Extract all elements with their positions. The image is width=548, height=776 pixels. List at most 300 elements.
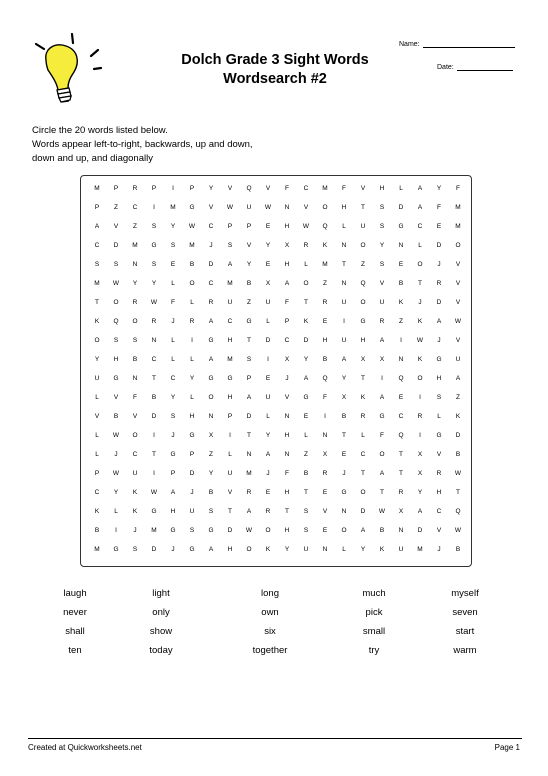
grid-letter[interactable]: M <box>132 242 138 249</box>
grid-letter[interactable]: D <box>227 527 233 534</box>
grid-letter[interactable]: N <box>284 413 290 420</box>
grid-letter[interactable]: M <box>322 261 328 268</box>
grid-letter[interactable]: Y <box>265 432 271 439</box>
grid-letter[interactable]: Q <box>398 432 404 439</box>
grid-letter[interactable]: D <box>189 470 195 477</box>
grid-letter[interactable]: L <box>190 299 194 306</box>
grid-letter[interactable]: D <box>455 432 461 439</box>
grid-letter[interactable]: W <box>112 280 120 287</box>
grid-letter[interactable]: I <box>153 204 155 211</box>
grid-letter[interactable]: T <box>399 451 403 458</box>
grid-letter[interactable]: U <box>360 223 366 230</box>
grid-letter[interactable]: M <box>455 223 461 230</box>
grid-letter[interactable]: R <box>398 489 404 496</box>
grid-letter[interactable]: V <box>227 489 233 496</box>
grid-letter[interactable]: W <box>378 508 386 515</box>
grid-letter[interactable]: N <box>284 204 290 211</box>
grid-letter[interactable]: B <box>208 489 214 496</box>
grid-letter[interactable]: T <box>361 470 365 477</box>
grid-letter[interactable]: D <box>208 261 214 268</box>
grid-letter[interactable]: F <box>342 185 346 192</box>
grid-letter[interactable]: F <box>323 394 327 401</box>
wordsearch-grid[interactable] <box>80 175 472 567</box>
grid-letter[interactable]: X <box>284 356 290 363</box>
grid-letter[interactable]: O <box>265 527 271 534</box>
grid-letter[interactable]: J <box>133 527 137 534</box>
grid-letter[interactable]: P <box>246 375 252 382</box>
grid-letter[interactable]: X <box>265 280 271 287</box>
grid-letter[interactable]: O <box>303 280 309 287</box>
grid-letter[interactable]: J <box>342 470 346 477</box>
grid-letter[interactable]: B <box>94 527 100 534</box>
grid-letter[interactable]: P <box>151 185 157 192</box>
grid-letter[interactable]: O <box>132 432 138 439</box>
grid-letter[interactable]: V <box>360 185 366 192</box>
grid-letter[interactable]: D <box>113 242 119 249</box>
grid-letter[interactable]: L <box>418 242 422 249</box>
grid-letter[interactable]: R <box>189 318 195 325</box>
grid-letter[interactable]: C <box>208 223 214 230</box>
grid-letter[interactable]: S <box>436 394 442 401</box>
grid-letter[interactable]: G <box>189 546 195 553</box>
grid-letter[interactable]: L <box>171 280 175 287</box>
grid-letter[interactable]: W <box>188 223 196 230</box>
grid-letter[interactable]: E <box>398 394 404 401</box>
grid-letter[interactable]: N <box>132 261 138 268</box>
grid-letter[interactable]: Z <box>304 451 308 458</box>
grid-letter[interactable]: M <box>94 280 100 287</box>
grid-letter[interactable]: U <box>303 546 309 553</box>
grid-letter[interactable]: A <box>265 451 271 458</box>
grid-letter[interactable]: G <box>341 489 347 496</box>
grid-letter[interactable]: O <box>417 261 423 268</box>
grid-letter[interactable]: V <box>132 413 138 420</box>
grid-letter[interactable]: V <box>436 451 442 458</box>
grid-letter[interactable]: A <box>208 356 214 363</box>
grid-letter[interactable]: K <box>360 394 366 401</box>
grid-letter[interactable]: A <box>436 318 442 325</box>
grid-letter[interactable]: F <box>456 185 460 192</box>
grid-letter[interactable]: X <box>284 242 290 249</box>
grid-letter[interactable]: O <box>189 280 195 287</box>
date-field[interactable] <box>437 64 513 71</box>
grid-letter[interactable]: D <box>436 299 442 306</box>
grid-letter[interactable]: O <box>246 546 252 553</box>
grid-letter[interactable]: Z <box>209 451 213 458</box>
grid-letter[interactable]: U <box>398 546 404 553</box>
grid-letter[interactable]: C <box>151 356 157 363</box>
grid-letter[interactable]: T <box>152 375 156 382</box>
grid-letter[interactable]: B <box>322 356 328 363</box>
grid-letter[interactable]: A <box>455 375 461 382</box>
grid-letter[interactable]: L <box>95 394 99 401</box>
grid-letter[interactable]: H <box>113 356 119 363</box>
grid-letter[interactable]: F <box>437 204 441 211</box>
grid-letter[interactable]: N <box>151 337 157 344</box>
grid-letter[interactable]: H <box>284 432 290 439</box>
grid-letter[interactable]: D <box>417 527 423 534</box>
grid-letter[interactable]: Y <box>246 261 252 268</box>
grid-letter[interactable]: V <box>303 204 309 211</box>
grid-letter[interactable]: H <box>227 546 233 553</box>
grid-letter[interactable]: T <box>418 280 422 287</box>
grid-letter[interactable]: P <box>189 185 195 192</box>
grid-letter[interactable]: S <box>379 223 385 230</box>
grid-letter[interactable]: W <box>226 204 234 211</box>
grid-letter[interactable]: R <box>303 242 309 249</box>
grid-letter[interactable]: P <box>284 318 290 325</box>
grid-letter[interactable]: G <box>303 394 309 401</box>
grid-letter[interactable]: Y <box>265 242 271 249</box>
grid-letter[interactable]: R <box>322 299 328 306</box>
grid-letter[interactable]: V <box>379 280 385 287</box>
grid-letter[interactable]: H <box>436 489 442 496</box>
grid-letter[interactable]: T <box>361 375 365 382</box>
grid-letter[interactable]: W <box>245 527 253 534</box>
grid-letter[interactable]: G <box>360 318 366 325</box>
grid-letter[interactable]: C <box>94 242 100 249</box>
grid-letter[interactable]: G <box>436 356 442 363</box>
grid-letter[interactable]: F <box>380 432 384 439</box>
grid-letter[interactable]: U <box>379 299 385 306</box>
grid-letter[interactable]: D <box>360 508 366 515</box>
grid-letter[interactable]: W <box>416 337 424 344</box>
grid-letter[interactable]: M <box>417 546 423 553</box>
grid-letter[interactable]: T <box>247 337 251 344</box>
grid-letter[interactable]: Y <box>208 185 214 192</box>
grid-letter[interactable]: J <box>114 451 118 458</box>
grid-letter[interactable]: S <box>246 356 252 363</box>
grid-letter[interactable]: Y <box>113 489 119 496</box>
grid-letter[interactable]: J <box>171 432 175 439</box>
grid-letter[interactable]: L <box>171 356 175 363</box>
grid-letter[interactable]: J <box>437 546 441 553</box>
grid-letter[interactable]: L <box>342 223 346 230</box>
grid-letter[interactable]: S <box>303 508 309 515</box>
grid-letter[interactable]: R <box>436 470 442 477</box>
grid-letter[interactable]: X <box>341 394 347 401</box>
grid-letter[interactable]: R <box>322 470 328 477</box>
grid-letter[interactable]: F <box>171 299 175 306</box>
grid-letter[interactable]: E <box>436 223 442 230</box>
grid-letter[interactable]: W <box>454 527 462 534</box>
grid-letter[interactable]: U <box>227 470 233 477</box>
grid-letter[interactable]: R <box>132 299 138 306</box>
grid-letter[interactable]: H <box>379 185 385 192</box>
grid-letter[interactable]: G <box>208 337 214 344</box>
grid-letter[interactable]: H <box>227 394 233 401</box>
grid-letter[interactable]: O <box>322 204 328 211</box>
grid-letter[interactable]: S <box>170 242 176 249</box>
grid-letter[interactable]: O <box>360 242 366 249</box>
grid-letter[interactable]: A <box>417 508 423 515</box>
grid-letter[interactable]: O <box>113 299 119 306</box>
grid-letter[interactable]: V <box>94 413 100 420</box>
grid-letter[interactable]: Y <box>303 356 309 363</box>
grid-letter[interactable]: N <box>341 508 347 515</box>
grid-letter[interactable]: V <box>265 185 271 192</box>
grid-letter[interactable]: T <box>95 299 99 306</box>
grid-letter[interactable]: K <box>398 299 404 306</box>
grid-letter[interactable]: M <box>151 527 157 534</box>
grid-letter[interactable]: B <box>341 413 347 420</box>
grid-letter[interactable]: F <box>285 185 289 192</box>
grid-letter[interactable]: W <box>150 299 158 306</box>
grid-letter[interactable]: C <box>303 185 309 192</box>
grid-letter[interactable]: N <box>398 356 404 363</box>
grid-letter[interactable]: L <box>95 432 99 439</box>
grid-letter[interactable]: A <box>379 470 385 477</box>
grid-letter[interactable]: E <box>265 261 271 268</box>
grid-letter[interactable]: M <box>170 204 176 211</box>
grid-letter[interactable]: P <box>189 451 195 458</box>
grid-letter[interactable]: L <box>95 451 99 458</box>
grid-letter[interactable]: H <box>284 223 290 230</box>
grid-letter[interactable]: X <box>322 451 328 458</box>
grid-letter[interactable]: A <box>208 318 214 325</box>
grid-letter[interactable]: G <box>208 375 214 382</box>
grid-letter[interactable]: G <box>227 375 233 382</box>
grid-letter[interactable]: W <box>454 470 462 477</box>
grid-letter[interactable]: D <box>151 546 157 553</box>
grid-letter[interactable]: T <box>342 432 346 439</box>
grid-letter[interactable]: A <box>341 356 347 363</box>
grid-letter[interactable]: H <box>227 337 233 344</box>
grid-letter[interactable]: C <box>227 318 233 325</box>
grid-letter[interactable]: R <box>265 508 271 515</box>
grid-letter[interactable]: U <box>189 508 195 515</box>
grid-letter[interactable]: W <box>454 318 462 325</box>
grid-letter[interactable]: I <box>324 413 326 420</box>
grid-letter[interactable]: S <box>379 204 385 211</box>
grid-letter[interactable]: B <box>455 451 461 458</box>
grid-letter[interactable]: E <box>398 261 404 268</box>
grid-letter[interactable]: T <box>456 489 460 496</box>
grid-letter[interactable]: H <box>360 337 366 344</box>
grid-letter[interactable]: E <box>341 451 347 458</box>
grid-letter[interactable]: Y <box>436 185 442 192</box>
grid-letter[interactable]: E <box>265 223 271 230</box>
grid-letter[interactable]: S <box>227 242 233 249</box>
grid-letter[interactable]: U <box>341 337 347 344</box>
grid-letter[interactable]: J <box>209 242 213 249</box>
grid-letter[interactable]: G <box>151 242 157 249</box>
grid-letter[interactable]: C <box>417 223 423 230</box>
grid-letter[interactable]: K <box>455 413 461 420</box>
grid-letter[interactable]: B <box>303 470 309 477</box>
grid-letter[interactable]: Q <box>322 375 328 382</box>
grid-letter[interactable]: A <box>360 527 366 534</box>
grid-letter[interactable]: S <box>113 261 119 268</box>
grid-letter[interactable]: V <box>113 223 119 230</box>
grid-letter[interactable]: C <box>132 451 138 458</box>
grid-letter[interactable]: C <box>284 337 290 344</box>
grid-letter[interactable]: O <box>132 318 138 325</box>
grid-letter[interactable]: I <box>191 337 193 344</box>
grid-letter[interactable]: S <box>208 508 214 515</box>
grid-letter[interactable]: S <box>170 413 176 420</box>
grid-letter[interactable]: R <box>379 318 385 325</box>
grid-letter[interactable]: G <box>170 527 176 534</box>
grid-letter[interactable]: B <box>246 280 252 287</box>
grid-letter[interactable]: Y <box>132 280 138 287</box>
grid-letter[interactable]: M <box>455 204 461 211</box>
grid-letter[interactable]: W <box>150 489 158 496</box>
grid-letter[interactable]: V <box>208 204 214 211</box>
grid-letter[interactable]: S <box>189 527 195 534</box>
grid-letter[interactable]: L <box>266 413 270 420</box>
grid-letter[interactable]: A <box>94 223 100 230</box>
grid-letter[interactable]: T <box>304 489 308 496</box>
grid-letter[interactable]: S <box>151 261 157 268</box>
grid-letter[interactable]: J <box>437 337 441 344</box>
grid-letter[interactable]: W <box>112 470 120 477</box>
grid-letter[interactable]: I <box>419 432 421 439</box>
grid-letter[interactable]: H <box>341 204 347 211</box>
grid-letter[interactable]: N <box>398 527 404 534</box>
grid-letter[interactable]: X <box>417 470 423 477</box>
grid-letter[interactable]: C <box>94 489 100 496</box>
grid-letter[interactable]: I <box>172 185 174 192</box>
grid-letter[interactable]: D <box>436 242 442 249</box>
grid-letter[interactable]: Q <box>360 280 366 287</box>
grid-letter[interactable]: Z <box>456 394 460 401</box>
grid-letter[interactable]: H <box>284 489 290 496</box>
grid-letter[interactable]: A <box>246 394 252 401</box>
grid-letter[interactable]: D <box>265 337 271 344</box>
grid-letter[interactable]: O <box>208 394 214 401</box>
grid-letter[interactable]: T <box>380 489 384 496</box>
grid-letter[interactable]: T <box>228 508 232 515</box>
grid-letter[interactable]: N <box>322 546 328 553</box>
grid-letter[interactable]: J <box>190 489 194 496</box>
grid-letter[interactable]: I <box>343 318 345 325</box>
date-blank[interactable] <box>457 64 513 71</box>
grid-letter[interactable]: J <box>266 470 270 477</box>
grid-letter[interactable]: U <box>265 299 271 306</box>
grid-letter[interactable]: D <box>246 413 252 420</box>
grid-letter[interactable]: I <box>153 432 155 439</box>
grid-letter[interactable]: U <box>265 394 271 401</box>
grid-letter[interactable]: O <box>455 242 461 249</box>
grid-letter[interactable]: J <box>171 318 175 325</box>
grid-letter[interactable]: R <box>417 413 423 420</box>
grid-letter[interactable]: E <box>303 413 309 420</box>
grid-letter[interactable]: K <box>94 318 100 325</box>
grid-letter[interactable]: C <box>170 375 176 382</box>
grid-letter[interactable]: M <box>227 356 233 363</box>
grid-letter[interactable]: N <box>132 375 138 382</box>
grid-letter[interactable]: L <box>361 432 365 439</box>
grid-letter[interactable]: X <box>379 356 385 363</box>
grid-letter[interactable]: I <box>153 470 155 477</box>
grid-letter[interactable]: J <box>171 546 175 553</box>
grid-letter[interactable]: K <box>132 489 138 496</box>
grid-letter[interactable]: T <box>361 204 365 211</box>
grid-letter[interactable]: O <box>360 299 366 306</box>
grid-letter[interactable]: O <box>360 489 366 496</box>
grid-letter[interactable]: R <box>151 318 157 325</box>
grid-letter[interactable]: H <box>322 337 328 344</box>
grid-letter[interactable]: I <box>381 375 383 382</box>
grid-letter[interactable]: S <box>113 337 119 344</box>
grid-letter[interactable]: G <box>208 527 214 534</box>
grid-letter[interactable]: I <box>267 356 269 363</box>
grid-letter[interactable]: L <box>437 413 441 420</box>
grid-letter[interactable]: C <box>436 508 442 515</box>
grid-letter[interactable]: H <box>170 508 176 515</box>
grid-letter[interactable]: I <box>419 394 421 401</box>
grid-letter[interactable]: J <box>437 261 441 268</box>
grid-letter[interactable]: G <box>436 432 442 439</box>
grid-letter[interactable]: Y <box>417 489 423 496</box>
grid-letter[interactable]: C <box>360 451 366 458</box>
grid-letter[interactable]: G <box>189 204 195 211</box>
grid-letter[interactable]: Y <box>94 356 100 363</box>
grid-letter[interactable]: Z <box>133 223 137 230</box>
grid-letter[interactable]: V <box>246 242 252 249</box>
grid-letter[interactable]: Z <box>399 318 403 325</box>
grid-letter[interactable]: T <box>399 470 403 477</box>
grid-letter[interactable]: L <box>342 546 346 553</box>
grid-letter[interactable]: N <box>341 280 347 287</box>
grid-letter[interactable]: G <box>151 508 157 515</box>
grid-letter[interactable]: E <box>322 527 328 534</box>
grid-letter[interactable]: M <box>322 185 328 192</box>
grid-letter[interactable]: B <box>379 527 385 534</box>
grid-letter[interactable]: Y <box>284 546 290 553</box>
grid-letter[interactable]: Q <box>455 508 461 515</box>
grid-letter[interactable]: L <box>266 318 270 325</box>
grid-letter[interactable]: V <box>455 280 461 287</box>
grid-letter[interactable]: Z <box>323 280 327 287</box>
grid-letter[interactable]: C <box>208 280 214 287</box>
grid-letter[interactable]: A <box>284 280 290 287</box>
grid-letter[interactable]: A <box>417 185 423 192</box>
grid-letter[interactable]: A <box>227 261 233 268</box>
grid-letter[interactable]: U <box>455 356 461 363</box>
grid-letter[interactable]: T <box>342 261 346 268</box>
grid-letter[interactable]: V <box>322 508 328 515</box>
grid-letter[interactable]: F <box>133 394 137 401</box>
grid-letter[interactable]: C <box>398 413 404 420</box>
grid-letter[interactable]: T <box>152 451 156 458</box>
grid-letter[interactable]: E <box>322 489 328 496</box>
name-blank[interactable] <box>423 41 515 48</box>
grid-letter[interactable]: E <box>265 375 271 382</box>
grid-letter[interactable]: Y <box>341 375 347 382</box>
grid-letter[interactable]: T <box>247 432 251 439</box>
grid-letter[interactable]: Z <box>247 299 251 306</box>
grid-letter[interactable]: Y <box>170 394 176 401</box>
grid-letter[interactable]: V <box>455 261 461 268</box>
grid-letter[interactable]: Y <box>170 223 176 230</box>
grid-letter[interactable]: G <box>246 318 252 325</box>
grid-letter[interactable]: N <box>284 451 290 458</box>
grid-letter[interactable]: M <box>94 546 100 553</box>
grid-letter[interactable]: N <box>398 242 404 249</box>
grid-letter[interactable]: L <box>399 185 403 192</box>
grid-letter[interactable]: V <box>227 185 233 192</box>
grid-letter[interactable]: T <box>285 508 289 515</box>
grid-letter[interactable]: L <box>190 356 194 363</box>
grid-letter[interactable]: Y <box>208 470 214 477</box>
grid-letter[interactable]: B <box>113 413 119 420</box>
grid-letter[interactable]: Y <box>379 242 385 249</box>
grid-letter[interactable]: K <box>379 546 385 553</box>
grid-letter[interactable]: A <box>208 546 214 553</box>
grid-letter[interactable]: M <box>246 470 252 477</box>
